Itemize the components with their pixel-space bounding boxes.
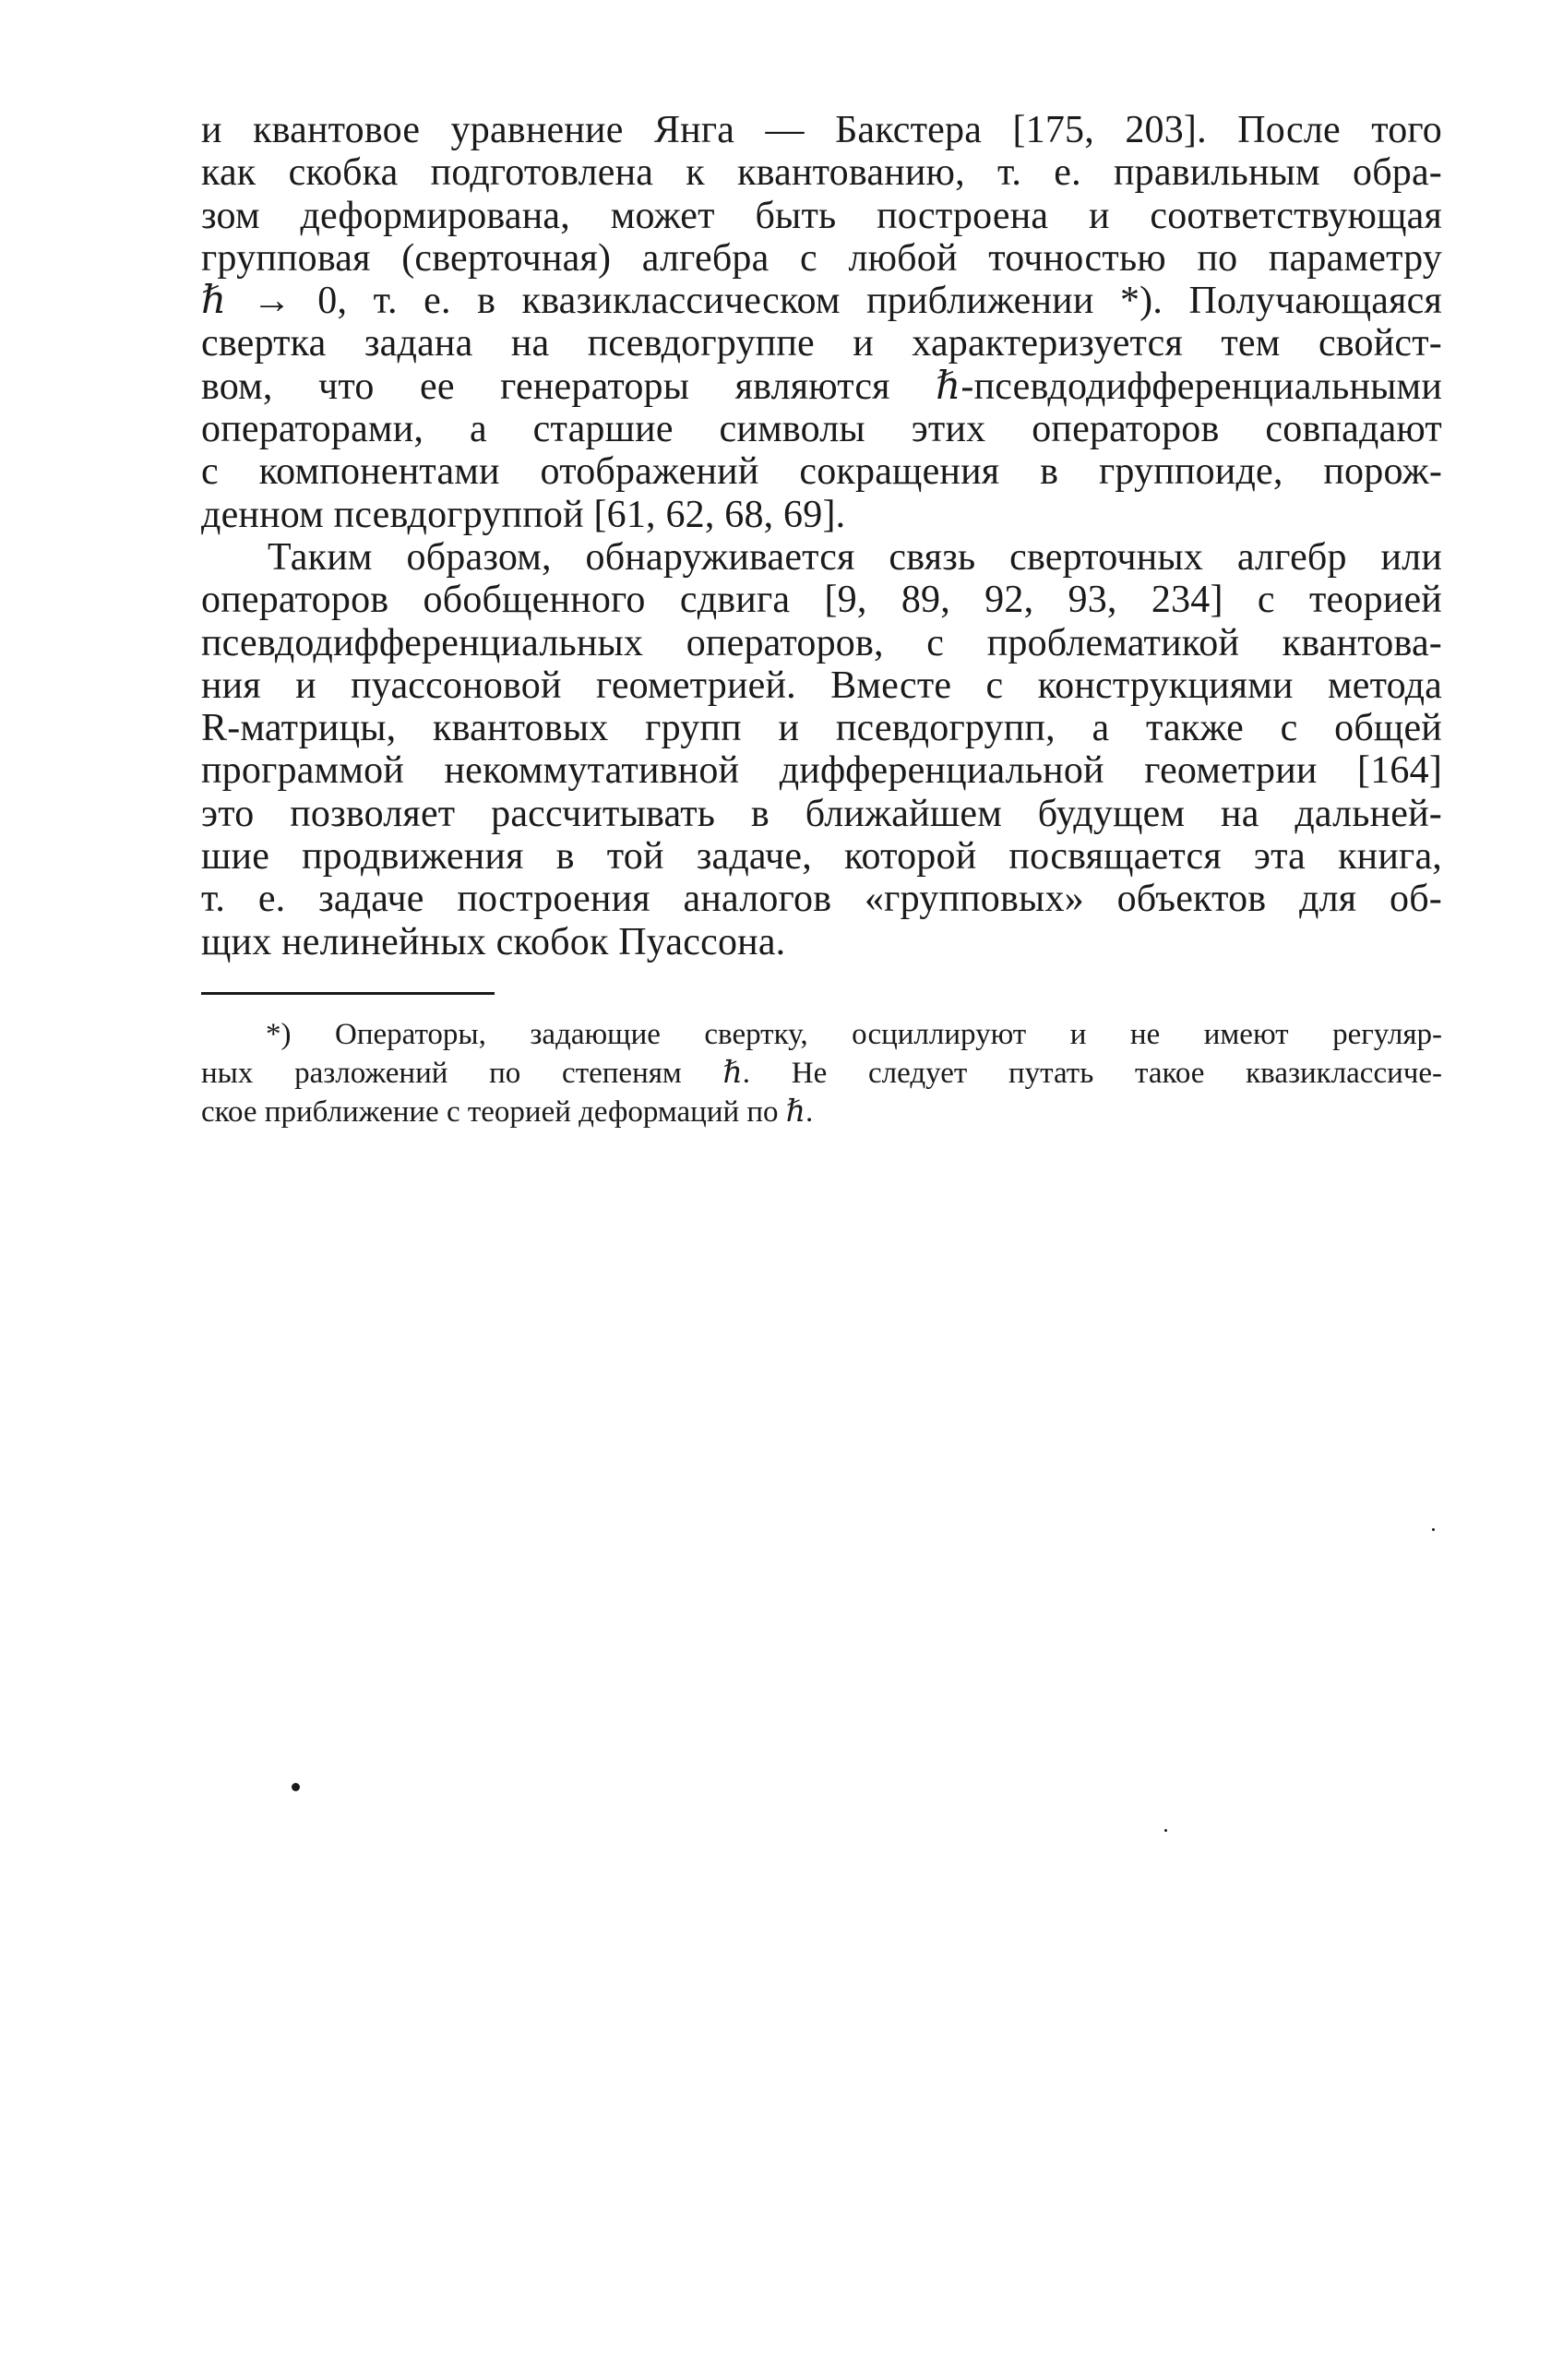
paragraph-1 [201,109,1442,536]
paragraph-2 [201,536,1442,963]
text-line: шие продвижения в той задаче, которой посвящается эта книга, [201,835,1442,879]
text-line: вом, что ее генераторы являются ℏ-псевдодифференциальными [201,365,1442,408]
text-line: ния и пуассоновой геометрией. Вместе с конструкциями метода [201,664,1442,707]
footnote-line: *) Операторы, задающие свертку, осциллируют и не имеют регуляр- [266,1018,1442,1051]
text-line: R-матрицы, квантовых групп и псевдогрупп, а также с общей [201,707,1442,750]
text-line: программой некоммутативной дифференциальной геометрии [164] [201,749,1442,793]
scan-speck [292,1783,300,1791]
text-line: псевдодифференциальных операторов, с проблематикой квантова- [201,621,1442,664]
scan-speck [1164,1829,1167,1832]
text-line: операторов обобщенного сдвига [9, 89, 92, 93, 234] с теорией [201,579,1442,622]
text-line: ℏ → 0, т. е. в квазиклассическом приближении *). Получающаяся [201,280,1442,323]
text-line: Таким образом, обнаруживается связь сверточных алгебр или [268,535,1442,579]
text-line: свертка задана на псевдогруппе и характеризуется тем свойст- [201,322,1442,365]
text-line: групповая (сверточная) алгебра с любой точностью по параметру [201,236,1442,280]
text-line: операторами, а старшие символы этих операторов совпадают [201,408,1442,451]
footnote-divider [201,992,495,995]
text-line: и квантовое уравнение Янга — Бакстера [175, 203]. После того [201,109,1442,151]
text-line: это позволяет рассчитывать в ближайшем будущем на дальней- [201,792,1442,835]
footnote-line: ных разложений по степеням ℏ. Не следует путать такое квазиклассиче- [201,1057,1442,1090]
text-line: т. е. задаче построения аналогов «групповых» объектов для об- [201,878,1442,921]
footnote [201,1015,1442,1131]
page-body [201,109,1442,963]
text-line: зом деформирована, может быть построена и соответствующая [201,194,1442,237]
footnote-line: ское приближение с теорией деформаций по ℏ. [201,1095,814,1129]
scan-speck [1432,1528,1435,1531]
text-line: как скобка подготовлена к квантованию, т. е. правильным обра- [201,151,1442,195]
text-line: с компонентами отображений сокращения в группоиде, порож- [201,450,1442,494]
text-line: денном псевдогруппой [61, 62, 68, 69]. [201,493,846,536]
text-line: щих нелинейных скобок Пуассона. [201,920,786,963]
